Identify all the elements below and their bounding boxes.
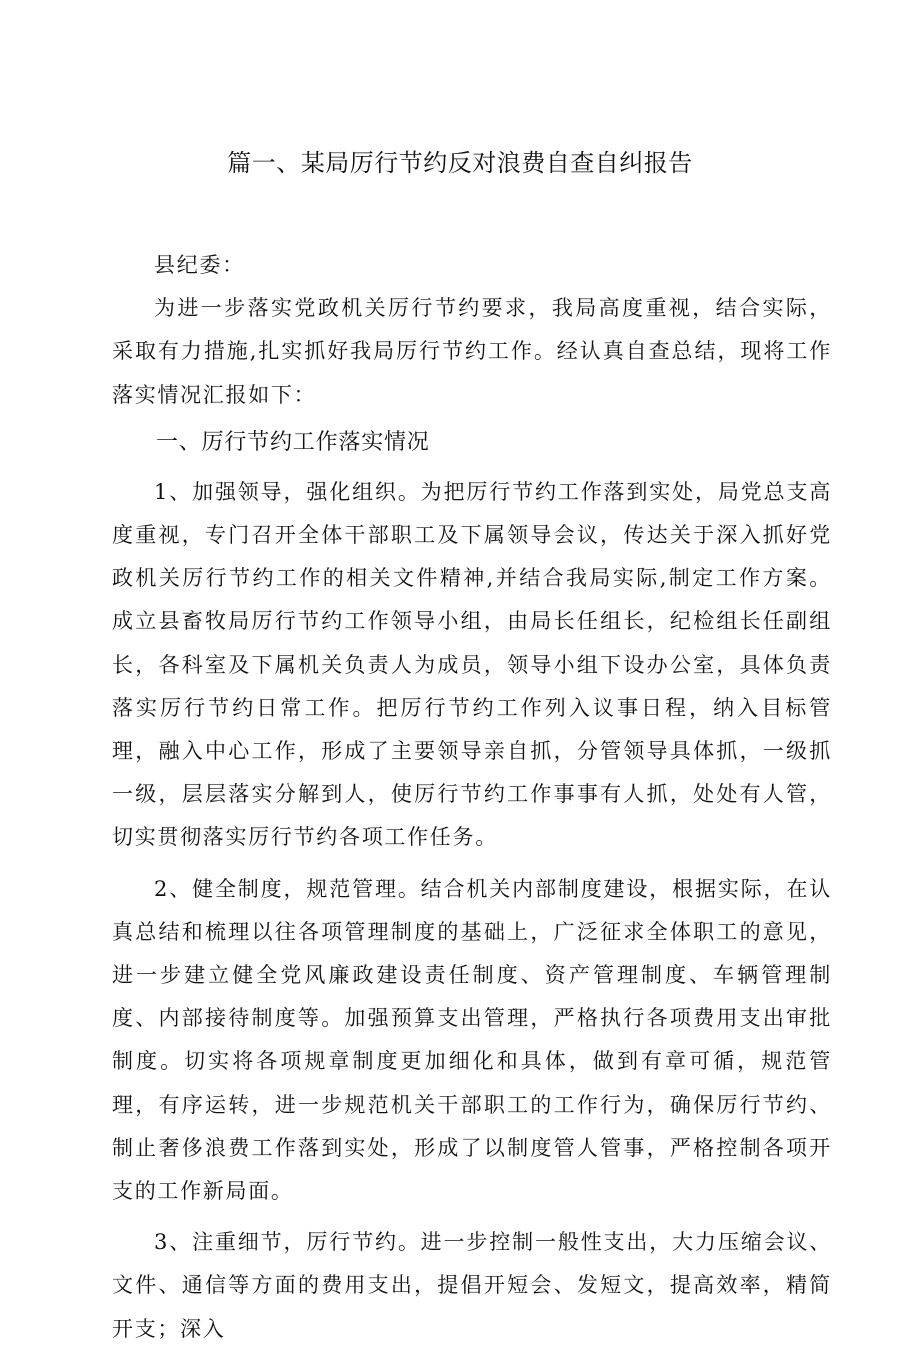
document-title: 篇一、某局厉行节约反对浪费自查自纠报告	[227, 149, 693, 177]
section-heading: 一、厉行节约工作落实情况	[156, 429, 430, 455]
paragraph-item-1: 1、加强领导，强化组织。为把厉行节约工作落到实处，局党总支高度重视，专门召开全体干部职工及下属领导会议，传达关于深入抓好党政机关厉行节约工作的相关文件精神,并结合我局实际,制定工作方案。成立县畜牧局厉行节约工作领导小组，由局长任组长，纪检组长任副组长，各科室及下属机关负责人为成员，领导小组下设办公室，具体负责落实厉行节约日常工作。把厉行节约工作列入议事日程，纳入目标管理，融入中心工作，形成了主要领导亲自抓，分管领导具体抓，一级抓一级，层层落实分解到人，使厉行节约工作事事有人抓，处处有人管，切实贯彻落实厉行节约各项工作任务。	[112, 479, 832, 850]
document-body	[112, 244, 832, 1351]
paragraph-item-2: 2、健全制度，规范管理。结合机关内部制度建设，根据实际，在认真总结和梳理以往各项管理制度的基础上，广泛征求全体职工的意见，进一步建立健全党风廉政建设责任制度、资产管理制度、车辆管理制度、内部接待制度等。加强预算支出管理，严格执行各项费用支出审批制度。切实将各项规章制度更加细化和具体，做到有章可循，规范管理，有序运转，进一步规范机关干部职工的工作行为，确保厉行节约、制止奢侈浪费工作落到实处，形成了以制度管人管事，严格控制各项开支的工作新局面。	[112, 876, 832, 1204]
paragraph-item-3: 3、注重细节，厉行节约。进一步控制一般性支出，大力压缩会议、文件、通信等方面的费用支出，提倡开短会、发短文，提高效率，精简开支；深入	[112, 1230, 832, 1341]
intro-paragraph: 为进一步落实党政机关厉行节约要求，我局高度重视，结合实际，采取有力措施,扎实抓好我局厉行节约工作。经认真自查总结，现将工作落实情况汇报如下：	[112, 296, 832, 407]
salutation: 县纪委：	[154, 253, 245, 277]
